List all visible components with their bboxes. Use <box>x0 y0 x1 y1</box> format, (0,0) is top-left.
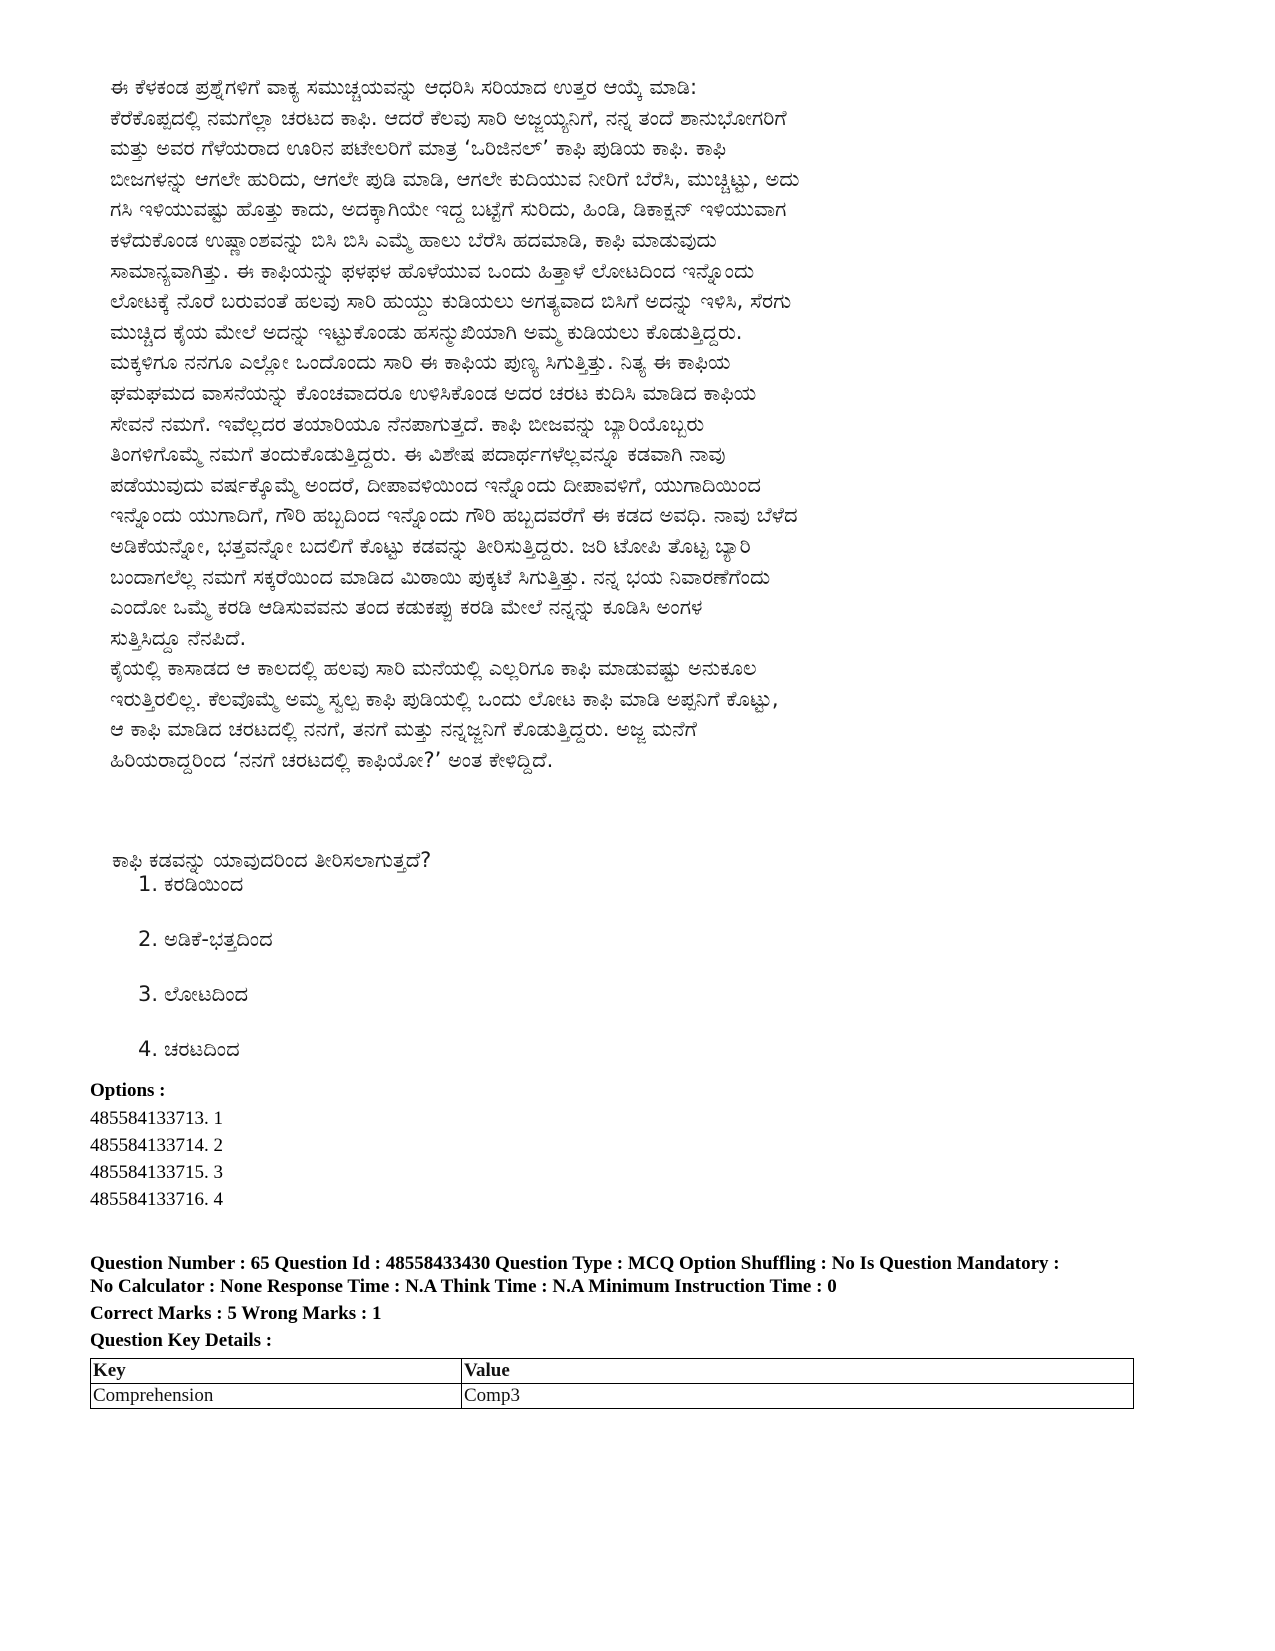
question-meta <box>90 1252 1150 1298</box>
option-id: 485584133715. 3 <box>90 1162 223 1183</box>
choice-text: ಚರಟದಿಂದ <box>164 1037 240 1061</box>
passage-line: ಸಾಮಾನ್ಯವಾಗಿತ್ತು. ಈ ಕಾಫಿಯನ್ನು ಫಳಫಳ ಹೊಳೆಯುವ ಒಂದು ಹಿತ್ತಾಳೆ ಲೋಟದಿಂದ ಇನ್ನೊಂದು <box>110 258 755 283</box>
passage-line: ತಿಂಗಳಿಗೊಮ್ಮೆ ನಮಗೆ ತಂದುಕೊಡುತ್ತಿದ್ದರು. ಈ ವಿಶೇಷ ಪದಾರ್ಥಗಳೆಲ್ಲವನ್ನೂ ಕಡವಾಗಿ ನಾವು <box>110 442 726 467</box>
passage-line: ಮುಚ್ಚಿದ ಕೈಯ ಮೇಲೆ ಅದನ್ನು ಇಟ್ಟುಕೊಂಡು ಹಸನ್ಮುಖಿಯಾಗಿ ಅಮ್ಮ ಕುಡಿಯಲು ಕೊಡುತ್ತಿದ್ದರು. <box>110 319 743 344</box>
passage-line: ಕೆರೆಕೊಪ್ಪದಲ್ಲಿ ನಮಗೆಲ್ಲಾ ಚರಟದ ಕಾಫಿ. ಆದರೆ ಕೆಲವು ಸಾರಿ ಅಜ್ಜಯ್ಯನಿಗೆ, ನನ್ನ ತಂದೆ ಶಾನುಭೋಗರಿಗೆ <box>110 105 787 130</box>
choice-text: ಕರಡಿಯಿಂದ <box>164 872 244 896</box>
key-details-label: Question Key Details : <box>90 1330 273 1351</box>
choice-text: ಲೋಟದಿಂದ <box>164 982 249 1006</box>
passage-line: ಇನ್ನೊಂದು ಯುಗಾದಿಗೆ, ಗೌರಿ ಹಬ್ಬದಿಂದ ಇನ್ನೊಂದು ಗೌರಿ ಹಬ್ಬದವರೆಗೆ ಈ ಕಡದ ಅವಧಿ. ನಾವು ಬೆಳೆದ <box>110 503 798 528</box>
passage-line: ಈ ಕೆಳಕಂಡ ಪ್ರಶ್ನೆಗಳಿಗೆ ವಾಕ್ಯ ಸಮುಚ್ಚಯವನ್ನು ಆಧರಿಸಿ ಸರಿಯಾದ ಉತ್ತರ ಆಯ್ಕೆ ಮಾಡಿ: <box>110 75 698 99</box>
table-cell-value: Comp3 <box>462 1384 1134 1409</box>
passage-line: ಎಂದೋ ಒಮ್ಮೆ ಕರಡಿ ಆಡಿಸುವವನು ತಂದ ಕಡುಕಪ್ಪು ಕರಡಿ ಮೇಲೆ ನನ್ನನ್ನು ಕೂಡಿಸಿ ಅಂಗಳ <box>110 595 703 620</box>
choice-number: 3. <box>138 982 159 1006</box>
choice-number: 4. <box>138 1037 159 1061</box>
passage-line: ಲೋಟಕ್ಕೆ ನೊರೆ ಬರುವಂತೆ ಹಲವು ಸಾರಿ ಹುಯ್ದು ಕುಡಿಯಲು ಅಗತ್ಯವಾದ ಬಿಸಿಗೆ ಅದನ್ನು ಇಳಿಸಿ, ಸೆರಗು <box>110 289 792 314</box>
answer-choice <box>138 927 273 952</box>
choice-number: 1. <box>138 872 159 896</box>
passage-line: ಅಡಿಕೆಯನ್ನೋ, ಭತ್ತವನ್ನೋ ಬದಲಿಗೆ ಕೊಟ್ಟು ಕಡವನ್ನು ತೀರಿಸುತ್ತಿದ್ದರು. ಜರಿ ಟೋಪಿ ತೊಟ್ಟ ಬ್ಯಾರಿ <box>110 533 751 558</box>
passage-line: ಪಡೆಯುವುದು ವರ್ಷಕ್ಕೊಮ್ಮೆ ಅಂದರೆ, ದೀಪಾವಳಿಯಿಂದ ಇನ್ನೊಂದು ದೀಪಾವಳಿಗೆ, ಯುಗಾದಿಯಿಂದ <box>110 472 761 497</box>
options-title: Options : <box>90 1080 166 1101</box>
passage-line: ಮಕ್ಕಳಿಗೂ ನನಗೂ ಎಲ್ಲೋ ಒಂದೊಂದು ಸಾರಿ ಈ ಕಾಫಿಯ ಪುಣ್ಯ ಸಿಗುತ್ತಿತ್ತು. ನಿತ್ಯ ಈ ಕಾಫಿಯ <box>110 350 731 375</box>
passage-line: ಬಂದಾಗಲೆಲ್ಲ ನಮಗೆ ಸಕ್ಕರೆಯಿಂದ ಮಾಡಿದ ಮಿಠಾಯಿ ಪುಕ್ಕಟೆ ಸಿಗುತ್ತಿತ್ತು. ನನ್ನ ಭಯ ನಿವಾರಣೆಗೆಂದು <box>110 564 771 589</box>
passage-line: ಕಳೆದುಕೊಂಡ ಉಷ್ಣಾಂಶವನ್ನು ಬಿಸಿ ಬಿಸಿ ಎಮ್ಮೆ ಹಾಲು ಬೆರೆಸಿ ಹದಮಾಡಿ, ಕಾಫಿ ಮಾಡುವುದು <box>110 227 717 252</box>
choice-text: ಅಡಿಕೆ-ಭತ್ತದಿಂದ <box>164 927 273 951</box>
answer-choice <box>138 872 243 897</box>
passage-line: ಘಮಘಮದ ವಾಸನೆಯನ್ನು ಕೊಂಚವಾದರೂ ಉಳಿಸಿಕೊಂಡ ಅದರ ಚರಟ ಕುದಿಸಿ ಮಾಡಿದ ಕಾಫಿಯ <box>110 380 757 405</box>
passage-line: ಕೈಯಲ್ಲಿ ಕಾಸಾಡದ ಆ ಕಾಲದಲ್ಲಿ ಹಲವು ಸಾರಿ ಮನೆಯಲ್ಲಿ ಎಲ್ಲರಿಗೂ ಕಾಫಿ ಮಾಡುವಷ್ಟು ಅನುಕೂಲ <box>110 656 757 681</box>
option-id: 485584133716. 4 <box>90 1189 223 1210</box>
table-header-value: Value <box>462 1359 1134 1384</box>
passage-line: ಇರುತ್ತಿರಲಿಲ್ಲ. ಕೆಲವೊಮ್ಮೆ ಅಮ್ಮ ಸ್ವಲ್ಪ ಕಾಫಿ ಪುಡಿಯಲ್ಲಿ ಒಂದು ಲೋಟ ಕಾಫಿ ಮಾಡಿ ಅಪ್ಪನಿಗೆ ಕೊಟ್ಟು, <box>110 686 779 711</box>
question-meta-line: No Calculator : None Response Time : N.A Think Time : N.A Minimum Instruction Time : 0 <box>90 1276 837 1297</box>
passage-line: ಸೇವನೆ ನಮಗೆ. ಇವೆಲ್ಲದರ ತಯಾರಿಯೂ ನೆನಪಾಗುತ್ತದೆ. ಕಾಫಿ ಬೀಜವನ್ನು ಬ್ಯಾರಿಯೊಬ್ಬರು <box>110 411 705 436</box>
passage <box>110 72 1130 776</box>
option-id: 485584133713. 1 <box>90 1108 223 1129</box>
marks-info: Correct Marks : 5 Wrong Marks : 1 <box>90 1303 382 1324</box>
question-meta-line: Question Number : 65 Question Id : 48558433430 Question Type : MCQ Option Shuffling : No Is Question Mandatory : <box>90 1253 1060 1274</box>
table-cell-key: Comprehension <box>91 1384 462 1409</box>
choice-number: 2. <box>138 927 159 951</box>
passage-line: ಹಿರಿಯರಾದ್ದರಿಂದ ‘ನನಗೆ ಚರಟದಲ್ಲಿ ಕಾಫಿಯೋ?’ ಅಂತ ಕೇಳಿದ್ದಿದೆ. <box>110 748 554 773</box>
option-id: 485584133714. 2 <box>90 1135 223 1156</box>
key-details-table <box>90 1358 1134 1409</box>
passage-line: ಆ ಕಾಫಿ ಮಾಡಿದ ಚರಟದಲ್ಲಿ ನನಗೆ, ತನಗೆ ಮತ್ತು ನನ್ನಜ್ಜನಿಗೆ ಕೊಡುತ್ತಿದ್ದರು. ಅಜ್ಜ ಮನೆಗೆ <box>110 717 697 742</box>
passage-line: ಸುತ್ತಿಸಿದ್ದೂ ನೆನಪಿದೆ. <box>110 625 247 650</box>
table-header-row <box>91 1359 1134 1384</box>
answer-choice <box>138 1037 240 1062</box>
passage-line: ಮತ್ತು ಅವರ ಗೆಳೆಯರಾದ ಊರಿನ ಪಟೇಲರಿಗೆ ಮಾತ್ರ ‘ಒರಿಜಿನಲ್’ ಕಾಫಿ ಪುಡಿಯ ಕಾಫಿ. ಕಾಫಿ <box>110 136 727 161</box>
passage-line: ಗಸಿ ಇಳಿಯುವಷ್ಟು ಹೊತ್ತು ಕಾದು, ಅದಕ್ಕಾಗಿಯೇ ಇದ್ದ ಬಟ್ಟೆಗೆ ಸುರಿದು, ಹಿಂಡಿ, ಡಿಕಾಕ್ಷನ್ ಇಳಿಯುವಾಗ <box>110 197 787 222</box>
answer-choice <box>138 982 248 1007</box>
passage-line: ಬೀಜಗಳನ್ನು ಆಗಲೇ ಹುರಿದು, ಆಗಲೇ ಪುಡಿ ಮಾಡಿ, ಆಗಲೇ ಕುದಿಯುವ ನೀರಿಗೆ ಬೆರೆಸಿ, ಮುಚ್ಚಿಟ್ಟು, ಅದು <box>110 166 800 191</box>
question-text: ಕಾಫಿ ಕಡವನ್ನು ಯಾವುದರಿಂದ ತೀರಿಸಲಾಗುತ್ತದೆ? <box>112 848 432 872</box>
table-header-key: Key <box>91 1359 462 1384</box>
table-row <box>91 1384 1134 1409</box>
